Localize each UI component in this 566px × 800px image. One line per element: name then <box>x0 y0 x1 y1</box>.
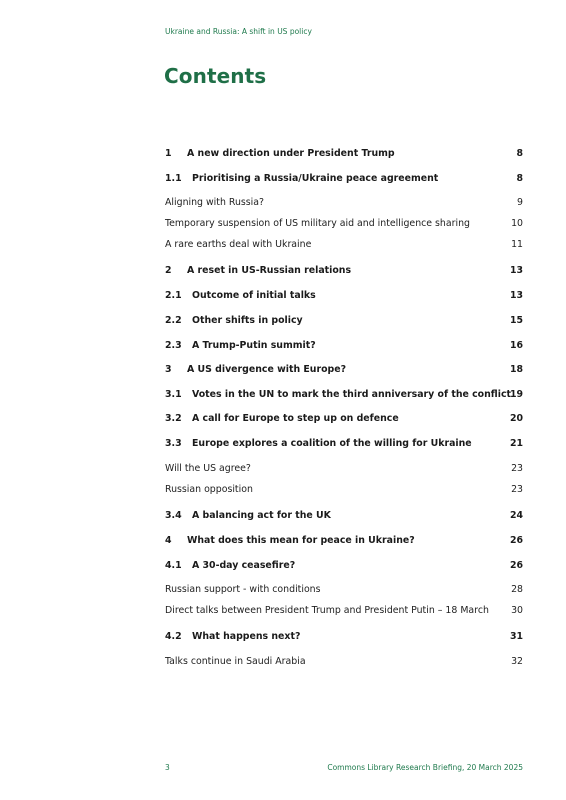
toc-entry-page: 13 <box>509 265 523 276</box>
toc-entry-title: Europe explores a coalition of the willing for Ukraine <box>192 438 472 449</box>
toc-entry-title: A new direction under President Trump <box>187 148 395 159</box>
toc-entry[interactable] <box>165 264 523 278</box>
toc-entry[interactable] <box>165 388 523 402</box>
toc-entry-page: 15 <box>509 315 523 326</box>
toc-entry-title: What happens next? <box>192 631 301 642</box>
toc-entry-number: 2 <box>165 265 172 276</box>
toc-entry-title: Talks continue in Saudi Arabia <box>165 656 306 667</box>
toc-entry-title: A 30-day ceasefire? <box>192 560 296 571</box>
toc-entry-page: 9 <box>517 197 523 208</box>
running-header: Ukraine and Russia: A shift in US policy <box>165 27 312 36</box>
toc-entry[interactable] <box>165 147 523 161</box>
toc-entry-page: 8 <box>516 148 523 159</box>
toc-entry-page: 24 <box>509 510 523 521</box>
toc-entry[interactable] <box>165 412 523 426</box>
toc-entry-number: 4.1 <box>165 560 182 571</box>
toc-entry-number: 2.1 <box>165 290 182 301</box>
toc-entry-page: 30 <box>511 605 523 616</box>
toc-entry-title: A reset in US-Russian relations <box>187 265 352 276</box>
toc-entry-page: 16 <box>509 340 523 351</box>
toc-entry-title: A Trump-Putin summit? <box>192 340 316 351</box>
toc-entry[interactable] <box>165 583 523 597</box>
toc-entry-title: Prioritising a Russia/Ukraine peace agreement <box>192 173 439 184</box>
toc-entry-page: 28 <box>511 584 523 595</box>
toc-entry[interactable] <box>165 339 523 353</box>
toc-entry-number: 3.3 <box>165 438 182 449</box>
toc-entry-number: 3.1 <box>165 389 182 400</box>
toc-entry[interactable] <box>165 289 523 303</box>
toc-entry-number: 4.2 <box>165 631 182 642</box>
toc-entry-page: 19 <box>509 389 523 400</box>
toc-entry-page: 8 <box>516 173 523 184</box>
toc-entry-title: A US divergence with Europe? <box>187 364 347 375</box>
toc-entry-number: 1.1 <box>165 173 182 184</box>
toc-entry-number: 3.4 <box>165 510 182 521</box>
toc-entry-page: 23 <box>511 463 523 474</box>
toc-entry[interactable] <box>165 655 523 669</box>
toc-entry-page: 32 <box>511 656 523 667</box>
toc-entry-title: What does this mean for peace in Ukraine? <box>187 535 415 546</box>
toc-entry[interactable] <box>165 604 523 618</box>
toc-entry-title: Aligning with Russia? <box>165 197 264 208</box>
toc-entry-page: 18 <box>509 364 523 375</box>
toc-entry[interactable] <box>165 534 523 548</box>
footer-publication: Commons Library Research Briefing, 20 March 2025 <box>327 763 523 772</box>
toc-entry-number: 4 <box>165 535 172 546</box>
toc-entry-number: 2.2 <box>165 315 182 326</box>
toc-entry-title: A call for Europe to step up on defence <box>192 413 399 424</box>
toc-entry[interactable] <box>165 363 523 377</box>
toc-entry[interactable] <box>165 217 523 231</box>
toc-entry[interactable] <box>165 196 523 210</box>
toc-entry-page: 13 <box>509 290 523 301</box>
toc-entry[interactable] <box>165 462 523 476</box>
page-title: Contents <box>164 64 267 88</box>
toc-entry-page: 11 <box>511 239 523 250</box>
toc-entry[interactable] <box>165 509 523 523</box>
toc-entry-title: Votes in the UN to mark the third anniversary of the conflict <box>192 389 511 400</box>
toc-entry-page: 20 <box>509 413 523 424</box>
toc-entry-page: 10 <box>511 218 523 229</box>
toc-entry-title: Direct talks between President Trump and President Putin – 18 March <box>165 605 489 616</box>
toc-entry-title: Will the US agree? <box>165 463 251 474</box>
toc-entry-title: Other shifts in policy <box>192 315 303 326</box>
toc-entry-title: A balancing act for the UK <box>192 510 331 521</box>
footer-page-number: 3 <box>165 763 170 772</box>
toc-entry-title: Russian support - with conditions <box>165 584 321 595</box>
toc-entry-page: 21 <box>509 438 523 449</box>
toc-entry-title: A rare earths deal with Ukraine <box>165 239 312 250</box>
toc-entry-title: Outcome of initial talks <box>192 290 316 301</box>
toc-entry[interactable] <box>165 437 523 451</box>
toc-entry[interactable] <box>165 314 523 328</box>
toc-entry-number: 1 <box>165 148 172 159</box>
toc-entry[interactable] <box>165 172 523 186</box>
toc-entry-title: Russian opposition <box>165 484 253 495</box>
toc-entry[interactable] <box>165 483 523 497</box>
toc-entry-number: 3 <box>165 364 172 375</box>
toc-entry-number: 3.2 <box>165 413 182 424</box>
toc-entry-page: 23 <box>511 484 523 495</box>
toc-entry-page: 26 <box>509 560 523 571</box>
toc-entry[interactable] <box>165 238 523 252</box>
toc-entry-page: 31 <box>509 631 523 642</box>
toc-entry[interactable] <box>165 559 523 573</box>
toc-entry[interactable] <box>165 630 523 644</box>
toc-entry-page: 26 <box>509 535 523 546</box>
toc-entry-number: 2.3 <box>165 340 182 351</box>
toc-entry-title: Temporary suspension of US military aid and intelligence sharing <box>165 218 470 229</box>
